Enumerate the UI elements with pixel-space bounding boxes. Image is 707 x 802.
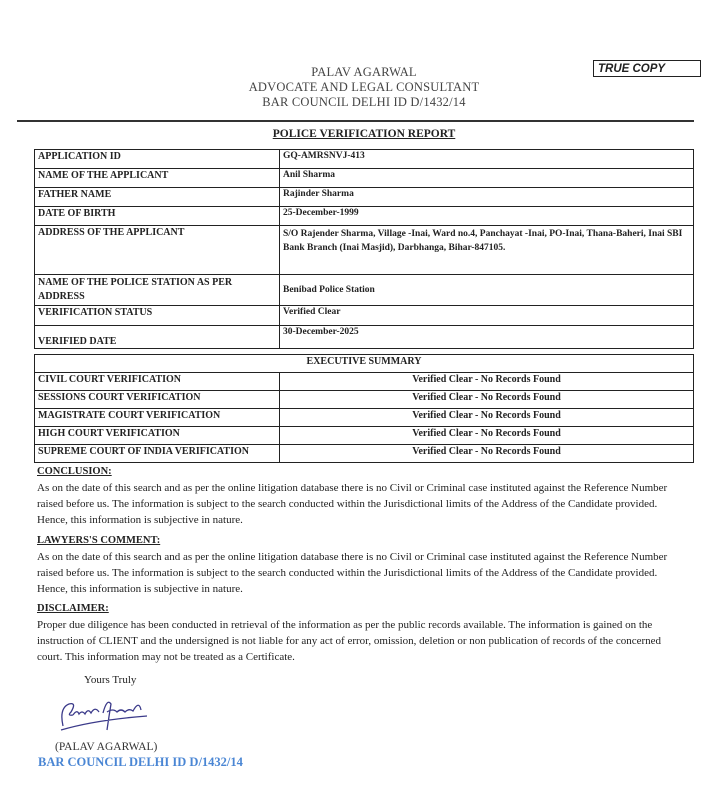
table-row [35,275,694,306]
table-row [35,373,694,391]
executive-summary-table [34,354,694,463]
row-value: GQ-AMRSNVJ-413 [280,150,694,169]
row-value: Verified Clear - No Records Found [280,427,694,445]
row-value: S/O Rajender Sharma, Village -Inai, Ward no.4, Panchayat -Inai, PO-Inai, Thana-Baheri, Inai SBI Bank Branch (Inai Masjid), Darbhanga, Bihar-847105. [280,226,694,275]
table-row [35,427,694,445]
row-value: Verified Clear - No Records Found [280,409,694,427]
row-label: CIVIL COURT VERIFICATION [35,373,280,391]
row-label: SESSIONS COURT VERIFICATION [35,391,280,409]
row-label: HIGH COURT VERIFICATION [35,427,280,445]
row-label: MAGISTRATE COURT VERIFICATION [35,409,280,427]
table-row [35,226,694,275]
lawyers-comment-heading: LAWYERS'S COMMENT: [37,535,161,546]
row-label: DATE OF BIRTH [35,207,280,226]
row-value: 25-December-1999 [280,207,694,226]
table-row [35,188,694,207]
lawyers-comment-section [37,533,687,597]
table-row [35,150,694,169]
row-label: VERIFIED DATE [35,326,280,349]
disclaimer-heading: DISCLAIMER: [37,603,109,614]
row-label: ADDRESS OF THE APPLICANT [35,226,280,275]
lawyers-comment-text: As on the date of this search and as per the online litigation database there is no Civil or Criminal case instituted against the Reference Number raised before us. The information is subject to the search conducted within the Jurisdictional limits of the Address of the Candidate provided. Hence, this information is subjective in nature. [37,551,668,595]
advocate-name: PALAV AGARWAL [311,65,417,79]
table-row [35,391,694,409]
table-row [35,207,694,226]
row-value: Verified Clear - No Records Found [280,373,694,391]
row-value: Anil Sharma [280,169,694,188]
signature-image [55,696,155,736]
advocate-designation: ADVOCATE AND LEGAL CONSULTANT [248,80,480,94]
table-row [35,445,694,463]
row-value: 30-December-2025 [280,326,694,349]
executive-summary-title: EXECUTIVE SUMMARY [35,355,694,373]
report-title: POLICE VERIFICATION REPORT [272,128,456,140]
row-label: FATHER NAME [35,188,280,207]
true-copy-stamp: TRUE COPY [593,60,701,77]
row-value: Verified Clear [280,306,694,326]
table-row [35,306,694,326]
row-label: NAME OF THE POLICE STATION AS PER ADDRESS [35,275,280,306]
conclusion-heading: CONCLUSION: [37,466,112,477]
row-value: Benibad Police Station [280,275,694,306]
row-label: VERIFICATION STATUS [35,306,280,326]
disclaimer-section [37,601,687,665]
table-header-row [35,355,694,373]
row-label: NAME OF THE APPLICANT [35,169,280,188]
row-label: SUPREME COURT OF INDIA VERIFICATION [35,445,280,463]
disclaimer-text: Proper due diligence has been conducted in retrieval of the information as per the public records available. The information is gained on the instruction of CLIENT and the undersigned is not liable for any act of error, omission, deletion or non publication of records of the concerned court. This information may not be treated as a Certificate. [37,619,662,663]
conclusion-section [37,464,687,528]
table-row [35,169,694,188]
table-row [35,326,694,349]
signatory-name: (PALAV AGARWAL) [55,741,158,753]
signatory-bar-id: BAR COUNCIL DELHI ID D/1432/14 [38,755,243,769]
row-value: Verified Clear - No Records Found [280,445,694,463]
table-row [35,409,694,427]
header-divider [17,120,694,122]
advocate-bar-id: BAR COUNCIL DELHI ID D/1432/14 [262,95,466,109]
row-value: Rajinder Sharma [280,188,694,207]
conclusion-text: As on the date of this search and as per the online litigation database there is no Civil or Criminal case instituted against the Reference Number raised before us. The information is subject to the search conducted within the Jurisdictional limits of the Address of the Candidate provided. Hence, this information is subjective in nature. [37,482,668,526]
row-value: Verified Clear - No Records Found [280,391,694,409]
closing-text: Yours Truly [84,674,137,686]
row-label: APPLICATION ID [35,150,280,169]
details-table [34,149,694,349]
